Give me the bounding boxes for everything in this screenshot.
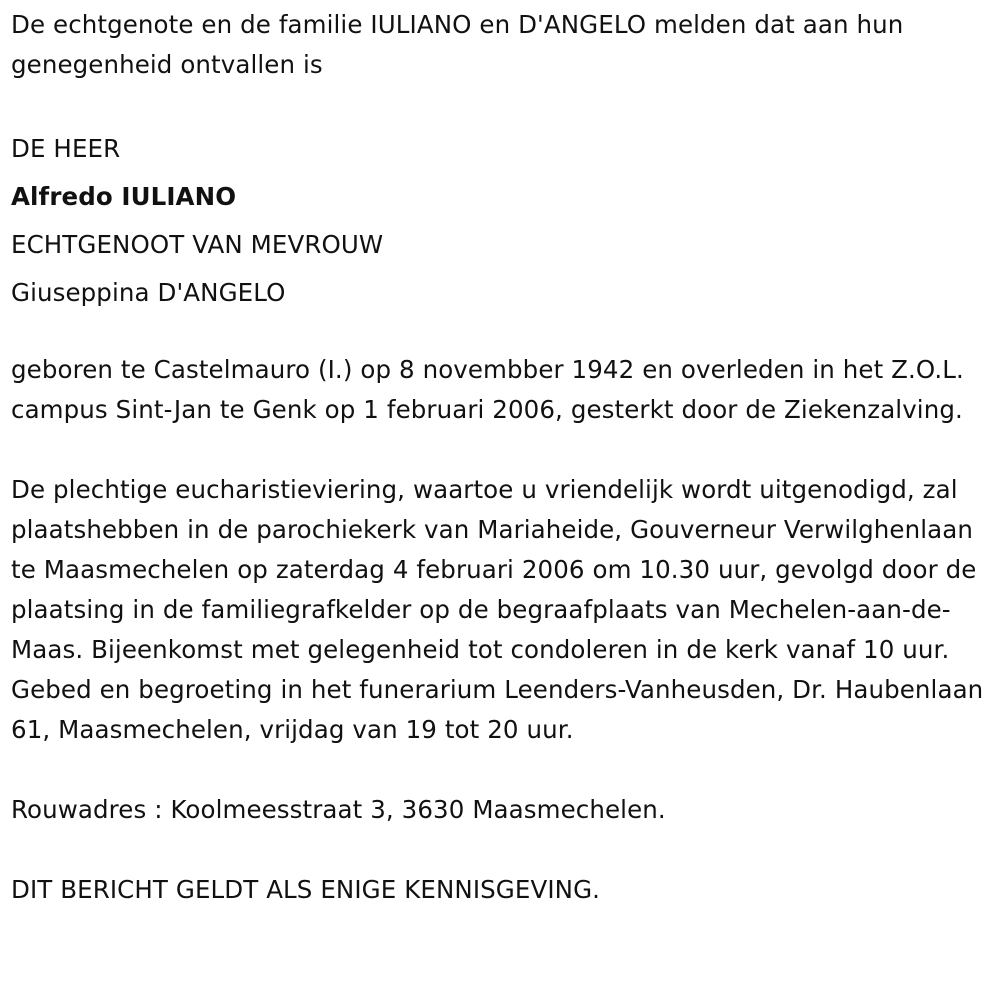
honorific: DE HEER	[11, 134, 121, 163]
spouse-name: Giuseppina D'ANGELO	[11, 278, 286, 307]
spacer	[11, 430, 996, 470]
birth-death-text: geboren te Castelmauro (I.) op 8 novembber 1942 en overleden in het Z.O.L. campus Sint-Jan te Genk op 1 februari 2006, gesterkt door de Ziekenzalving.	[11, 355, 964, 424]
deceased-name: Alfredo IULIANO	[11, 182, 237, 211]
ceremony-text: De plechtige eucharistieviering, waartoe u vriendelijk wordt uitgenodigd, zal plaatshebben in de parochiekerk van Mariaheide, Gouverneur Verwilghenlaan te Maasmechelen op zaterdag 4 februari 2006 om 10.30 uur, gevolgd door de plaatsing in de familiegrafkelder op de begraafplaats van Mechelen-aan-de-Maas. Bijeenkomst met gelegenheid tot condoleren in de kerk vanaf 10 uur. Gebed en begroeting in het funerarium Leenders-Vanheusden, Dr. Haubenlaan 61, Maasmechelen, vrijdag van 19 tot 20 uur.	[11, 475, 984, 744]
intro-text: De echtgenote en de familie IULIANO en D'ANGELO melden dat aan hun genegenheid ontvallen is	[11, 10, 904, 79]
closing-notice: DIT BERICHT GELDT ALS ENIGE KENNISGEVING.	[11, 875, 601, 904]
spacer	[11, 85, 996, 125]
mourning-address: Rouwadres : Koolmeesstraat 3, 3630 Maasmechelen.	[11, 795, 666, 824]
death-notice	[11, 5, 996, 910]
spouse-label: ECHTGENOOT VAN MEVROUW	[11, 230, 384, 259]
spacer	[11, 750, 996, 790]
spacer	[11, 317, 996, 350]
spacer	[11, 830, 996, 870]
